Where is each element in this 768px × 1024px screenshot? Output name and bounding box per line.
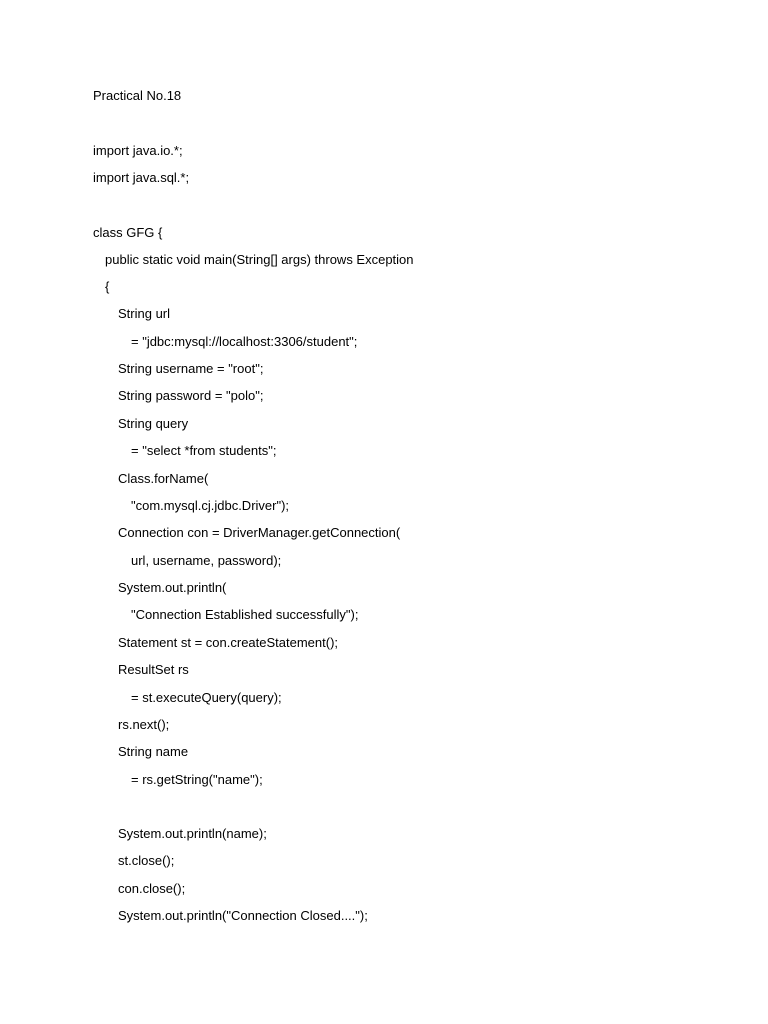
code-line: { — [105, 279, 110, 294]
code-line: = st.executeQuery(query); — [131, 690, 282, 705]
code-line: class GFG { — [93, 225, 163, 240]
code-line: rs.next(); — [118, 717, 170, 732]
code-line: String name — [118, 744, 189, 759]
code-line: st.close(); — [118, 853, 175, 868]
code-line: Class.forName( — [118, 471, 209, 486]
code-line: ResultSet rs — [118, 662, 189, 677]
code-line: String url — [118, 306, 171, 321]
code-line: con.close(); — [118, 881, 186, 896]
code-line: = "jdbc:mysql://localhost:3306/student"; — [131, 334, 358, 349]
code-line: "Connection Established successfully"); — [131, 607, 359, 622]
code-line: Connection con = DriverManager.getConnection( — [118, 525, 401, 540]
code-line: import java.sql.*; — [93, 170, 190, 185]
page-title: Practical No.18 — [93, 88, 182, 103]
code-line: String username = "root"; — [118, 361, 264, 376]
code-line: = rs.getString("name"); — [131, 772, 263, 787]
code-line: Statement st = con.createStatement(); — [118, 635, 339, 650]
code-line: public static void main(String[] args) throws Exception — [105, 252, 414, 267]
code-line: System.out.println( — [118, 580, 227, 595]
code-line: url, username, password); — [131, 553, 282, 568]
code-line: = "select *from students"; — [131, 443, 277, 458]
code-line: System.out.println(name); — [118, 826, 267, 841]
code-line: String password = "polo"; — [118, 388, 264, 403]
code-line: "com.mysql.cj.jdbc.Driver"); — [131, 498, 290, 513]
code-line: String query — [118, 416, 189, 431]
code-line: import java.io.*; — [93, 143, 183, 158]
code-line: System.out.println("Connection Closed...."); — [118, 908, 368, 923]
